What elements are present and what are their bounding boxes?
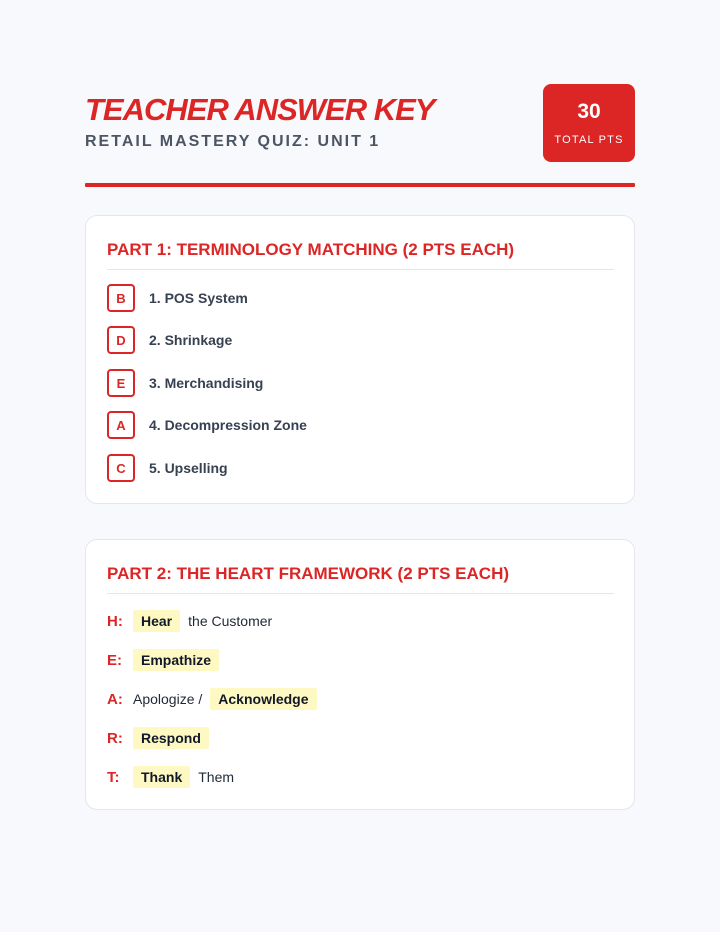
heart-highlight: Hear	[133, 610, 180, 632]
answer-letter-box: A	[107, 411, 135, 439]
match-term: 3. Merchandising	[149, 375, 264, 391]
heart-row	[107, 648, 223, 672]
match-row	[107, 454, 228, 482]
part2-title: PART 2: THE HEART FRAMEWORK (2 PTS EACH)	[107, 564, 614, 594]
answer-letter-box: D	[107, 326, 135, 354]
part2-card	[85, 539, 635, 810]
page-header	[85, 84, 635, 164]
heart-letter: A:	[107, 690, 123, 708]
heart-row	[107, 687, 321, 711]
match-row	[107, 284, 248, 312]
match-term: 4. Decompression Zone	[149, 417, 307, 433]
page-subtitle: RETAIL MASTERY QUIZ: UNIT 1	[85, 133, 381, 150]
match-term: 2. Shrinkage	[149, 332, 233, 348]
heart-pre-text: Apologize /	[133, 691, 203, 707]
heart-highlight: Acknowledge	[210, 688, 316, 710]
answer-letter-box: B	[107, 284, 135, 312]
heart-letter: E:	[107, 651, 122, 669]
heart-row	[107, 765, 238, 789]
total-points-badge	[543, 84, 635, 162]
match-term: 5. Upselling	[149, 460, 228, 476]
answer-letter-box: C	[107, 454, 135, 482]
heart-letter: H:	[107, 612, 123, 630]
match-row	[107, 326, 232, 354]
part1-title: PART 1: TERMINOLOGY MATCHING (2 PTS EACH)	[107, 240, 614, 270]
total-points-label: TOTAL PTS	[554, 134, 624, 146]
part1-card	[85, 215, 635, 504]
heart-highlight: Respond	[133, 727, 209, 749]
heart-row	[107, 609, 276, 633]
heart-highlight: Empathize	[133, 649, 219, 671]
total-points-value: 30	[577, 100, 601, 123]
answer-letter-box: E	[107, 369, 135, 397]
heart-post-text: the Customer	[188, 613, 273, 629]
match-row	[107, 411, 307, 439]
heart-row	[107, 726, 213, 750]
match-row	[107, 369, 263, 397]
match-term: 1. POS System	[149, 290, 248, 306]
heart-highlight: Thank	[133, 766, 190, 788]
page-title: TEACHER ANSWER KEY	[85, 92, 435, 127]
heart-letter: R:	[107, 729, 123, 747]
heart-letter: T:	[107, 768, 120, 786]
heart-post-text: Them	[198, 769, 235, 785]
header-divider	[85, 183, 635, 187]
